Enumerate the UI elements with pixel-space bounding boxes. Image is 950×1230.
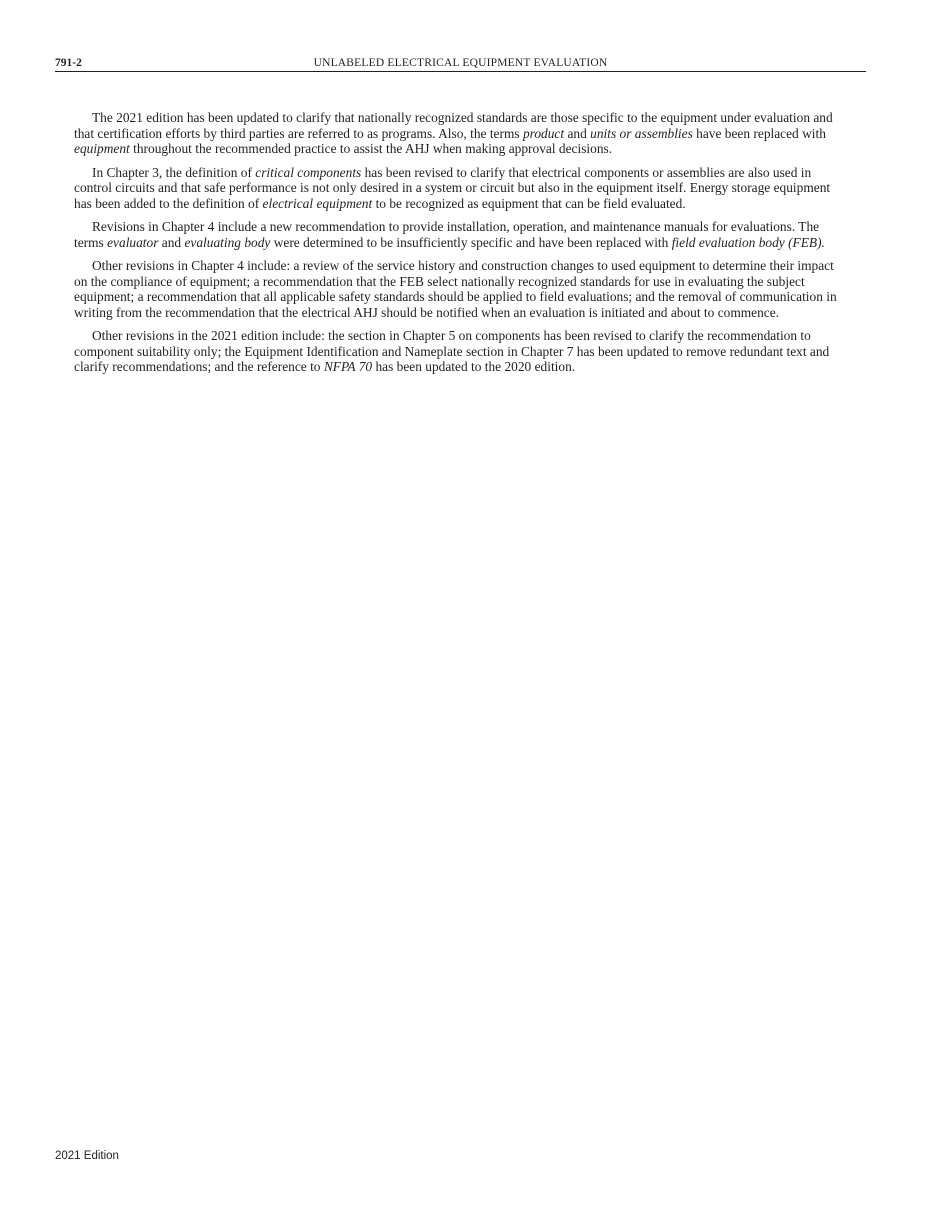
paragraph <box>74 219 850 250</box>
text-run: and <box>158 234 185 250</box>
italic-term: units or assemblies <box>590 125 693 141</box>
text-run: throughout the recommended practice to assist the AHJ when making approval decisions. <box>129 141 613 156</box>
text-run: has been revised to clarify that electrical components or assemblies are also used in control circuits and that safe performance is not only desired in a system or circuit but also in the equipment itself. Energy storage equipment has been added to the definition of <box>74 164 831 211</box>
running-title: UNLABELED ELECTRICAL EQUIPMENT EVALUATION <box>313 57 608 69</box>
text-run: to be recognized as equipment that can be field evaluated. <box>372 195 686 211</box>
header-rule <box>55 71 866 72</box>
italic-term: evaluating body <box>184 234 271 250</box>
text-run: Other revisions in Chapter 4 include: a review of the service history and construction changes to used equipment to determine their impact on the compliance of equipment; a recommendation that the FEB select nationally recognized standards for use in evaluating the subject equipment; a recommendation that all applicable safety standards should be applied to field evaluations; and the removal of communication in writing from the recommendation that the electrical AHJ should be notified when an evaluation is initiated and about to commence. <box>74 258 837 320</box>
text-run: In Chapter 3, the definition of <box>92 164 256 180</box>
text-run: were determined to be insufficiently specific and have been replaced with <box>270 234 672 250</box>
italic-term: evaluator <box>107 234 159 250</box>
text-run: Revisions in Chapter 4 include a new recommendation to provide installation, operation, and maintenance manuals for evaluations. The terms <box>74 219 820 250</box>
italic-term: critical components <box>255 164 362 180</box>
text-run: The 2021 edition has been updated to clarify that nationally recognized standards are those specific to the equipment under evaluation and that certification efforts by third parties are referred to as programs. Also, the terms <box>74 110 833 141</box>
text-run: have been replaced with <box>692 125 826 141</box>
body-text <box>74 110 850 383</box>
text-run: has been updated to the 2020 edition. <box>372 359 576 374</box>
paragraph <box>74 110 850 157</box>
italic-term: electrical equipment <box>262 195 373 211</box>
italic-term: NFPA 70 <box>323 359 373 374</box>
italic-term: product <box>522 125 565 141</box>
text-run: Other revisions in the 2021 edition include: the section in Chapter 5 on components has been revised to clarify the recommendation to component suitability only; the Equipment Identification and Nameplate section in Chapter 7 has been updated to remove redundant text and clarify recommendations; and the reference to <box>74 328 830 374</box>
footer-edition: 2021 Edition <box>55 1150 119 1162</box>
italic-term: field evaluation body (FEB). <box>671 234 825 250</box>
running-head <box>55 55 866 71</box>
paragraph <box>74 258 850 320</box>
italic-term: equipment <box>74 141 130 156</box>
paragraph <box>74 328 850 375</box>
page-number: 791-2 <box>55 57 82 69</box>
paragraph <box>74 165 850 212</box>
text-run: and <box>564 125 591 141</box>
